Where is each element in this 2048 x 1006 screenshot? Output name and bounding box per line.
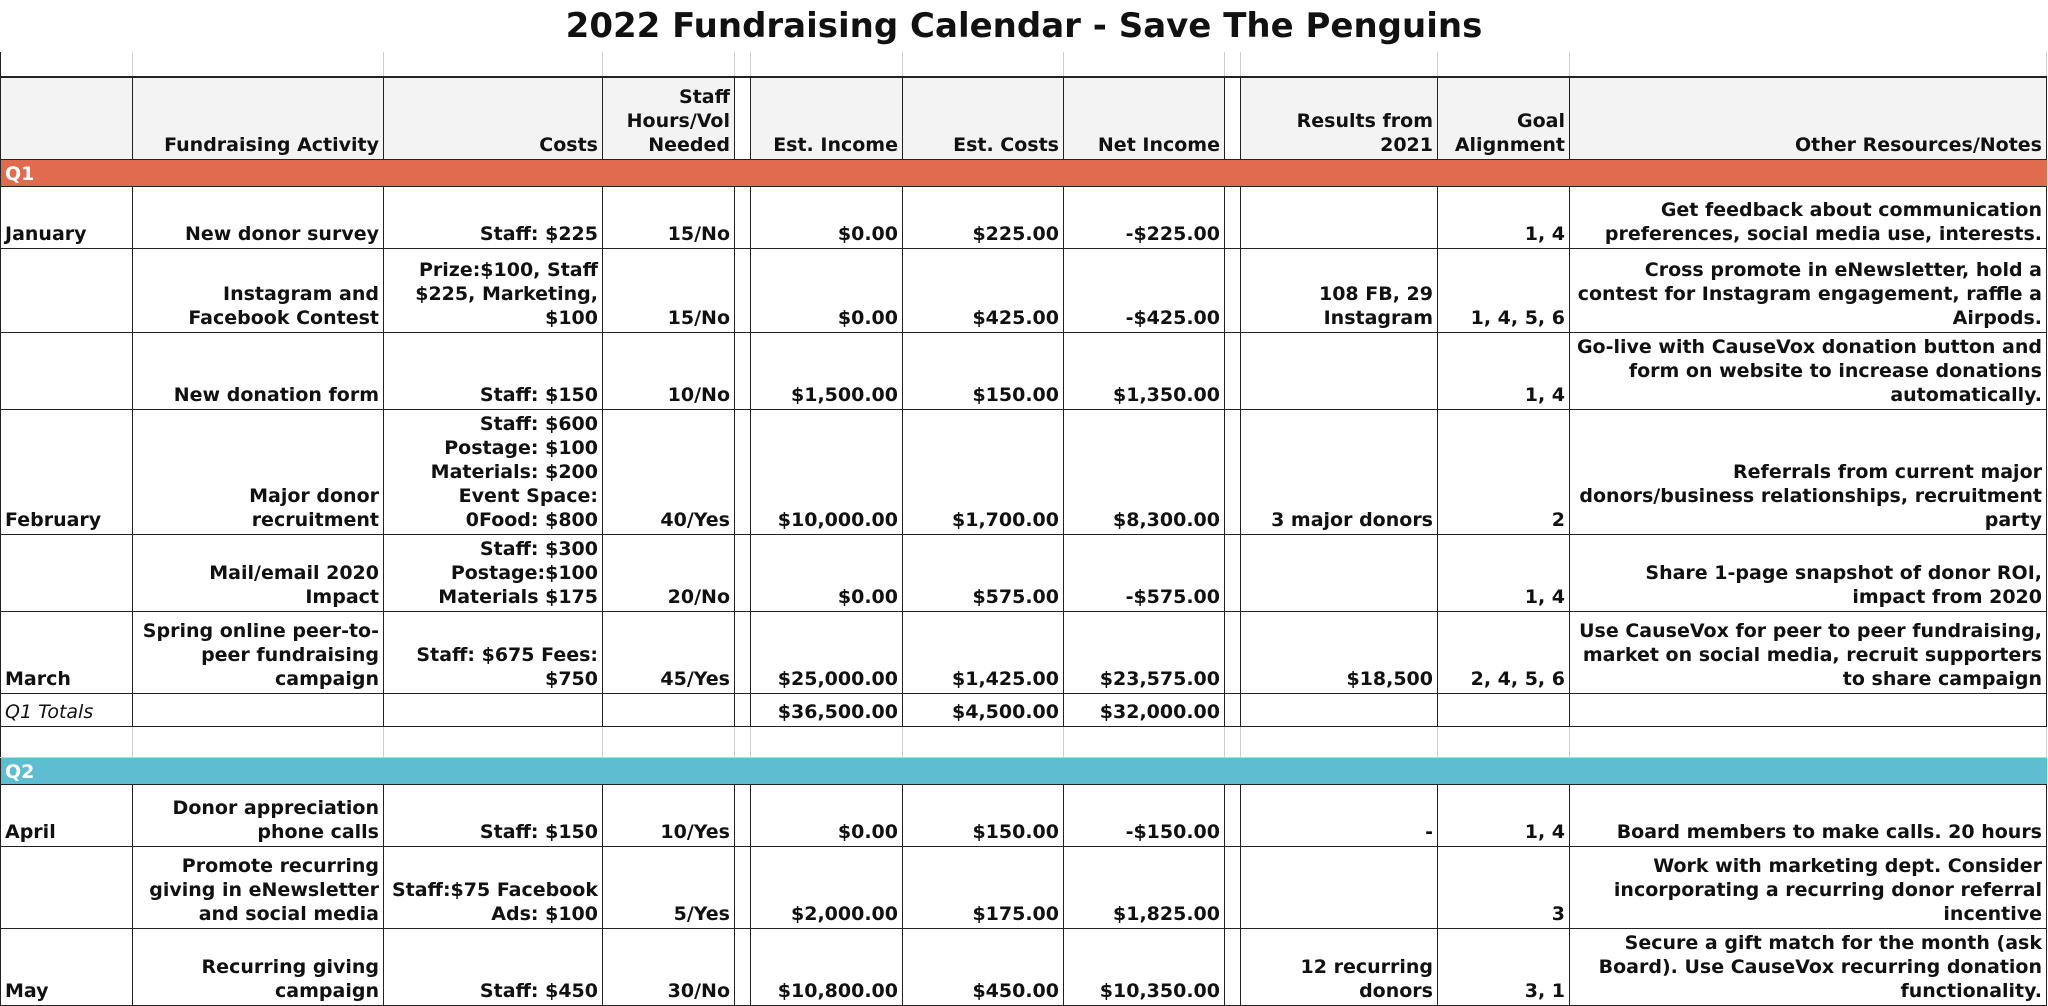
quarter-q2-row — [1, 757, 2047, 784]
cell-staff[interactable]: 15/No — [603, 186, 735, 248]
gap-cell — [735, 186, 751, 248]
cell-est-costs[interactable]: $1,425.00 — [903, 611, 1064, 693]
cell-month[interactable]: March — [1, 611, 133, 693]
cell-goal[interactable]: 2 — [1438, 409, 1570, 534]
cell-activity[interactable]: New donor survey — [133, 186, 384, 248]
table-row — [1, 784, 2047, 846]
fundraising-table — [0, 52, 2047, 1006]
table-row — [1, 409, 2047, 534]
gap-cell — [735, 332, 751, 409]
empty-cell[interactable] — [603, 726, 735, 757]
cell-net-income[interactable]: $1,350.00 — [1064, 332, 1225, 409]
cell-staff[interactable]: 30/No — [603, 928, 735, 1005]
cell-results[interactable] — [1241, 186, 1438, 248]
cell-staff[interactable]: 40/Yes — [603, 409, 735, 534]
cell-est-income[interactable]: $0.00 — [751, 784, 903, 846]
cell-notes[interactable]: Secure a gift match for the month (ask Board). Use CauseVox recurring donation functionality. — [1570, 928, 2047, 1005]
gap-cell — [735, 534, 751, 611]
cell-costs[interactable]: Staff: $150 — [384, 332, 603, 409]
header-est-income[interactable]: Est. Income — [751, 77, 903, 159]
header-costs[interactable]: Costs — [384, 77, 603, 159]
cell-goal[interactable]: 2, 4, 5, 6 — [1438, 611, 1570, 693]
cell-staff[interactable]: 45/Yes — [603, 611, 735, 693]
cell-est-costs[interactable]: $425.00 — [903, 248, 1064, 332]
table-row — [1, 846, 2047, 928]
cell-est-income[interactable]: $10,800.00 — [751, 928, 903, 1005]
cell-activity[interactable]: New donation form — [133, 332, 384, 409]
cell-month[interactable] — [1, 846, 133, 928]
cell-costs[interactable]: Staff: $450 — [384, 928, 603, 1005]
header-net-income[interactable]: Net Income — [1064, 77, 1225, 159]
table-row — [1, 186, 2047, 248]
cell-results[interactable] — [1241, 534, 1438, 611]
table-row — [1, 332, 2047, 409]
quarter-q1-row — [1, 159, 2047, 186]
cell-month[interactable] — [1, 534, 133, 611]
cell-month[interactable]: January — [1, 186, 133, 248]
cell-net-income[interactable]: $1,825.00 — [1064, 846, 1225, 928]
cell-costs[interactable]: Staff:$75 Facebook Ads: $100 — [384, 846, 603, 928]
cell-est-costs[interactable]: $575.00 — [903, 534, 1064, 611]
empty-cell[interactable] — [1570, 693, 2047, 726]
cell-activity[interactable]: Mail/email 2020 Impact — [133, 534, 384, 611]
cell-staff[interactable]: 20/No — [603, 534, 735, 611]
cell-activity[interactable]: Major donor recruitment — [133, 409, 384, 534]
cell-net-income[interactable]: $23,575.00 — [1064, 611, 1225, 693]
gap-cell — [1225, 784, 1241, 846]
spacer-row — [1, 52, 2047, 77]
cell-costs[interactable]: Prize:$100, Staff $225, Marketing, $100 — [384, 248, 603, 332]
gap-cell — [1225, 409, 1241, 534]
cell-notes[interactable]: Use CauseVox for peer to peer fundraising, market on social media, recruit supporters to share campaign — [1570, 611, 2047, 693]
gap-cell — [735, 248, 751, 332]
cell-activity[interactable]: Promote recurring giving in eNewsletter and social media — [133, 846, 384, 928]
cell-results[interactable]: 108 FB, 29 Instagram — [1241, 248, 1438, 332]
cell-est-costs[interactable]: $450.00 — [903, 928, 1064, 1005]
totals-est-costs[interactable]: $4,500.00 — [903, 693, 1064, 726]
header-month[interactable] — [1, 77, 133, 159]
cell-goal[interactable]: 3, 1 — [1438, 928, 1570, 1005]
empty-cell[interactable] — [1064, 726, 1225, 757]
cell-month[interactable]: May — [1, 928, 133, 1005]
cell-est-costs[interactable]: $175.00 — [903, 846, 1064, 928]
cell-results[interactable] — [1241, 332, 1438, 409]
cell-est-costs[interactable]: $225.00 — [903, 186, 1064, 248]
blank-row — [1, 726, 2047, 757]
cell-net-income[interactable]: -$425.00 — [1064, 248, 1225, 332]
table-row — [1, 534, 2047, 611]
cell-staff[interactable]: 15/No — [603, 248, 735, 332]
cell-goal[interactable]: 1, 4, 5, 6 — [1438, 248, 1570, 332]
cell-month[interactable] — [1, 248, 133, 332]
empty-cell[interactable] — [133, 726, 384, 757]
totals-net-income[interactable]: $32,000.00 — [1064, 693, 1225, 726]
empty-cell[interactable] — [1438, 726, 1570, 757]
gap-cell — [1225, 693, 1241, 726]
empty-cell[interactable] — [1438, 693, 1570, 726]
cell-est-income[interactable]: $0.00 — [751, 534, 903, 611]
header-activity[interactable]: Fundraising Activity — [133, 77, 384, 159]
totals-est-income[interactable]: $36,500.00 — [751, 693, 903, 726]
empty-cell[interactable] — [1241, 693, 1438, 726]
totals-label[interactable]: Q1 Totals — [1, 693, 133, 726]
cell-costs[interactable]: Staff: $675 Fees: $750 — [384, 611, 603, 693]
cell-results[interactable] — [1241, 846, 1438, 928]
gap-cell — [735, 846, 751, 928]
gap-cell — [1225, 186, 1241, 248]
table-row — [1, 611, 2047, 693]
gap-cell — [1225, 248, 1241, 332]
table-row — [1, 248, 2047, 332]
cell-net-income[interactable]: -$225.00 — [1064, 186, 1225, 248]
sheet-body — [1, 52, 2047, 1005]
gap-cell — [735, 77, 751, 159]
header-notes[interactable]: Other Resources/Notes — [1570, 77, 2047, 159]
cell-notes[interactable]: Work with marketing dept. Consider incorporating a recurring donor referral incentive — [1570, 846, 2047, 928]
gap-cell — [1225, 534, 1241, 611]
cell-activity[interactable]: Recurring giving campaign — [133, 928, 384, 1005]
cell-goal[interactable]: 1, 4 — [1438, 186, 1570, 248]
cell-results[interactable]: - — [1241, 784, 1438, 846]
sheet-title: 2022 Fundraising Calendar - Save The Penguins — [565, 6, 1483, 46]
cell-staff[interactable]: 5/Yes — [603, 846, 735, 928]
header-goal[interactable]: Goal Alignment — [1438, 77, 1570, 159]
cell-est-costs[interactable]: $150.00 — [903, 784, 1064, 846]
cell-costs[interactable]: Staff: $600 Postage: $100 Materials: $200 Event Space: 0Food: $800 — [384, 409, 603, 534]
cell-costs[interactable]: Staff: $300 Postage:$100 Materials $175 — [384, 534, 603, 611]
empty-cell[interactable] — [384, 726, 603, 757]
cell-est-income[interactable]: $0.00 — [751, 186, 903, 248]
cell-costs[interactable]: Staff: $150 — [384, 784, 603, 846]
cell-results[interactable]: 3 major donors — [1241, 409, 1438, 534]
gap-cell — [735, 409, 751, 534]
cell-costs[interactable]: Staff: $225 — [384, 186, 603, 248]
cell-est-costs[interactable]: $1,700.00 — [903, 409, 1064, 534]
cell-est-income[interactable]: $10,000.00 — [751, 409, 903, 534]
cell-notes[interactable]: Share 1-page snapshot of donor ROI, impact from 2020 — [1570, 534, 2047, 611]
cell-est-costs[interactable]: $150.00 — [903, 332, 1064, 409]
cell-month[interactable] — [1, 332, 133, 409]
gap-cell — [735, 611, 751, 693]
quarter-label-q2[interactable]: Q2 — [1, 757, 2047, 784]
cell-activity[interactable]: Spring online peer-to-peer fundraising campaign — [133, 611, 384, 693]
cell-goal[interactable]: 1, 4 — [1438, 534, 1570, 611]
cell-results[interactable]: 12 recurring donors — [1241, 928, 1438, 1005]
gap-cell — [1225, 726, 1241, 757]
cell-staff[interactable]: 10/Yes — [603, 784, 735, 846]
cell-net-income[interactable]: $10,350.00 — [1064, 928, 1225, 1005]
gap-cell — [735, 726, 751, 757]
empty-cell[interactable] — [1570, 726, 2047, 757]
gap-cell — [1225, 77, 1241, 159]
empty-cell[interactable] — [603, 693, 735, 726]
q1-totals-row — [1, 693, 2047, 726]
cell-notes[interactable]: Referrals from current major donors/business relationships, recruitment party — [1570, 409, 2047, 534]
empty-cell[interactable] — [903, 726, 1064, 757]
cell-notes[interactable]: Go-live with CauseVox donation button and form on website to increase donations automatically. — [1570, 332, 2047, 409]
cell-est-income[interactable]: $25,000.00 — [751, 611, 903, 693]
gap-cell — [735, 784, 751, 846]
cell-activity[interactable]: Instagram and Facebook Contest — [133, 248, 384, 332]
cell-est-income[interactable]: $2,000.00 — [751, 846, 903, 928]
cell-net-income[interactable]: -$150.00 — [1064, 784, 1225, 846]
empty-cell[interactable] — [384, 693, 603, 726]
cell-notes[interactable]: Cross promote in eNewsletter, hold a contest for Instagram engagement, raffle a Airpods. — [1570, 248, 2047, 332]
empty-cell[interactable] — [133, 693, 384, 726]
cell-net-income[interactable]: -$575.00 — [1064, 534, 1225, 611]
cell-month[interactable]: April — [1, 784, 133, 846]
header-staff[interactable]: Staff Hours/Vol Needed — [603, 77, 735, 159]
cell-goal[interactable]: 1, 4 — [1438, 784, 1570, 846]
cell-est-income[interactable]: $0.00 — [751, 248, 903, 332]
cell-notes[interactable]: Board members to make calls. 20 hours — [1570, 784, 2047, 846]
cell-est-income[interactable]: $1,500.00 — [751, 332, 903, 409]
cell-month[interactable]: February — [1, 409, 133, 534]
empty-cell[interactable] — [751, 726, 903, 757]
cell-activity[interactable]: Donor appreciation phone calls — [133, 784, 384, 846]
gap-cell — [735, 693, 751, 726]
cell-net-income[interactable]: $8,300.00 — [1064, 409, 1225, 534]
header-est-costs[interactable]: Est. Costs — [903, 77, 1064, 159]
cell-staff[interactable]: 10/No — [603, 332, 735, 409]
cell-goal[interactable]: 3 — [1438, 846, 1570, 928]
cell-results[interactable]: $18,500 — [1241, 611, 1438, 693]
gap-cell — [1225, 611, 1241, 693]
empty-cell[interactable] — [1241, 726, 1438, 757]
empty-cell[interactable] — [1, 726, 133, 757]
header-row — [1, 77, 2047, 159]
header-results[interactable]: Results from 2021 — [1241, 77, 1438, 159]
gap-cell — [1225, 846, 1241, 928]
gap-cell — [1225, 332, 1241, 409]
quarter-label-q1[interactable]: Q1 — [1, 159, 2047, 186]
cell-goal[interactable]: 1, 4 — [1438, 332, 1570, 409]
cell-notes[interactable]: Get feedback about communication preferences, social media use, interests. — [1570, 186, 2047, 248]
